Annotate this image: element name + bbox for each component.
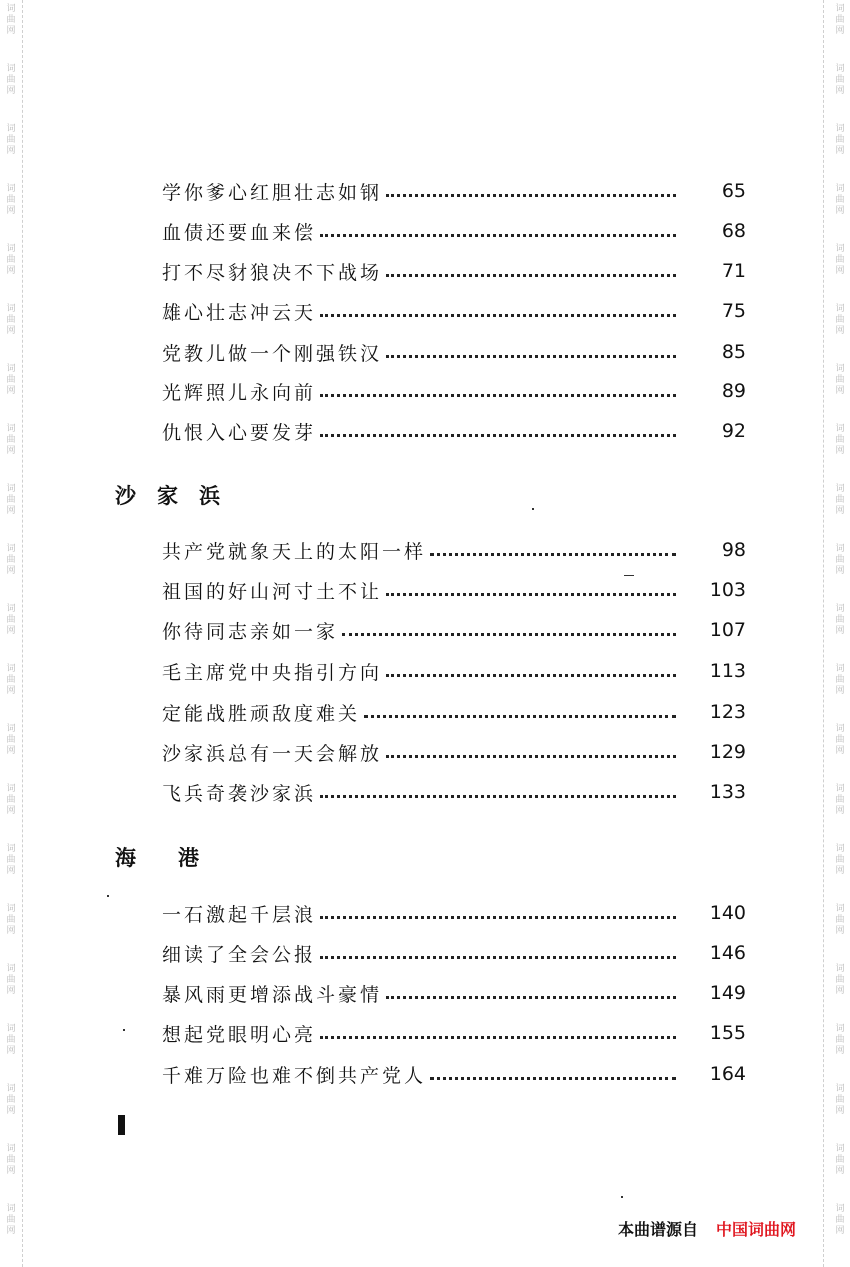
watermark-text: 词 曲 网 [6, 784, 16, 816]
watermark-text: 词 曲 网 [835, 304, 845, 336]
dot-leader [386, 274, 676, 277]
toc-entry[interactable] [162, 217, 746, 245]
toc-entry[interactable] [162, 778, 746, 806]
watermark-text: 词 曲 网 [6, 904, 16, 936]
print-speck [621, 1196, 623, 1198]
toc-entry[interactable] [162, 377, 746, 405]
dot-leader [320, 314, 676, 317]
watermark-text: 词 曲 网 [835, 964, 845, 996]
dot-leader [386, 996, 676, 999]
watermark-text: 词 曲 网 [6, 484, 16, 516]
dot-leader [320, 916, 676, 919]
dot-leader [386, 755, 676, 758]
left-watermark-strip [0, 0, 23, 1267]
page-edge-mark [118, 1115, 125, 1135]
watermark-text: 词 曲 网 [6, 844, 16, 876]
toc-entry[interactable] [162, 698, 746, 726]
toc-entry-page: 68 [721, 220, 746, 242]
watermark-text: 词 曲 网 [835, 244, 845, 276]
toc-entry[interactable] [162, 1060, 746, 1088]
toc-entry-page: 65 [721, 180, 746, 202]
toc-entry-title: 定能战胜顽敌度难关 [162, 702, 361, 725]
watermark-text: 词 曲 网 [6, 244, 16, 276]
dot-leader [320, 234, 676, 237]
watermark-text: 词 曲 网 [6, 1084, 16, 1116]
toc-entry-page: 92 [721, 420, 746, 442]
toc-entry-page: 133 [709, 781, 746, 803]
toc-entry-title: 毛主席党中央指引方向 [162, 661, 383, 684]
toc-entry[interactable] [162, 657, 746, 685]
watermark-text: 词 曲 网 [6, 184, 16, 216]
dot-leader [320, 956, 676, 959]
dot-leader [320, 394, 676, 397]
dot-leader [430, 553, 676, 556]
watermark-text: 词 曲 网 [6, 64, 16, 96]
print-speck [107, 895, 109, 897]
dot-leader [320, 795, 676, 798]
print-speck [123, 1029, 125, 1031]
watermark-text: 词 曲 网 [6, 304, 16, 336]
watermark-text: 词 曲 网 [835, 1204, 845, 1236]
toc-entry-page: 146 [709, 942, 746, 964]
section-heading-shajiabang: 沙 家 浜 [115, 483, 220, 508]
watermark-text: 词 曲 网 [835, 664, 845, 696]
watermark-text: 词 曲 网 [835, 544, 845, 576]
print-speck [532, 508, 534, 510]
toc-entry-title: 细读了全会公报 [162, 943, 317, 966]
toc-entry-page: 113 [709, 660, 746, 682]
source-footer [618, 1217, 796, 1240]
watermark-text: 词 曲 网 [835, 904, 845, 936]
brand-link[interactable]: 中国词曲网 [716, 1220, 797, 1239]
watermark-text: 词 曲 网 [6, 724, 16, 756]
toc-entry-page: 129 [709, 741, 746, 763]
toc-entry[interactable] [162, 939, 746, 967]
toc-entry-page: 89 [721, 380, 746, 402]
toc-entry-title: 暴风雨更增添战斗豪情 [162, 983, 383, 1006]
toc-entry-page: 107 [709, 619, 746, 641]
toc-entry-page: 140 [709, 902, 746, 924]
dot-leader [386, 194, 676, 197]
toc-entry-page: 155 [709, 1022, 746, 1044]
dot-leader [320, 434, 676, 437]
dot-leader [430, 1077, 676, 1080]
watermark-text: 词 曲 网 [6, 124, 16, 156]
toc-entry-title: 祖国的好山河寸土不让 [162, 580, 383, 603]
right-watermark-strip [823, 0, 850, 1267]
watermark-text: 词 曲 网 [835, 364, 845, 396]
toc-entry-title: 雄心壮志冲云天 [162, 301, 317, 324]
toc-entry-title: 打不尽豺狼决不下战场 [162, 261, 383, 284]
toc-entry-title: 血债还要血来偿 [162, 221, 317, 244]
watermark-text: 词 曲 网 [6, 604, 16, 636]
toc-entry-title: 你待同志亲如一家 [162, 620, 339, 643]
toc-entry-page: 103 [709, 579, 746, 601]
watermark-text: 词 曲 网 [6, 424, 16, 456]
toc-entry-page: 98 [721, 539, 746, 561]
watermark-text: 词 曲 网 [835, 1084, 845, 1116]
watermark-text: 词 曲 网 [835, 784, 845, 816]
toc-entry-title: 共产党就象天上的太阳一样 [162, 540, 427, 563]
watermark-text: 词 曲 网 [6, 544, 16, 576]
watermark-text: 词 曲 网 [6, 964, 16, 996]
toc-entry-title: 一石激起千层浪 [162, 903, 317, 926]
watermark-text: 词 曲 网 [6, 1144, 16, 1176]
toc-entry[interactable] [162, 257, 746, 285]
toc-entry-title: 千难万险也难不倒共产党人 [162, 1064, 427, 1087]
watermark-text: 词 曲 网 [835, 124, 845, 156]
watermark-text: 词 曲 网 [6, 1024, 16, 1056]
watermark-text: 词 曲 网 [6, 4, 16, 36]
watermark-text: 词 曲 网 [835, 424, 845, 456]
watermark-text: 词 曲 网 [6, 364, 16, 396]
dot-leader [342, 633, 676, 636]
watermark-text: 词 曲 网 [835, 724, 845, 756]
toc-entry-title: 学你爹心红胆壮志如钢 [162, 181, 383, 204]
toc-entry-page: 75 [721, 300, 746, 322]
dot-leader [320, 1036, 676, 1039]
toc-entry-page: 71 [721, 260, 746, 282]
toc-entry-title: 光辉照儿永向前 [162, 381, 317, 404]
dot-leader [386, 674, 676, 677]
watermark-text: 词 曲 网 [835, 64, 845, 96]
source-label: 本曲谱源自 [618, 1220, 699, 1239]
watermark-text: 词 曲 网 [6, 664, 16, 696]
toc-entry[interactable] [162, 1019, 746, 1047]
toc-entry-title: 沙家浜总有一天会解放 [162, 742, 383, 765]
watermark-text: 词 曲 网 [835, 604, 845, 636]
toc-entry[interactable] [162, 417, 746, 445]
toc-entry[interactable] [162, 177, 746, 205]
toc-entry-page: 164 [709, 1063, 746, 1085]
toc-entry-title: 党教儿做一个刚强铁汉 [162, 342, 383, 365]
toc-entry[interactable] [162, 616, 746, 644]
toc-entry[interactable] [162, 738, 746, 766]
toc-entry[interactable] [162, 297, 746, 325]
dot-leader [386, 355, 676, 358]
watermark-text: 词 曲 网 [835, 1144, 845, 1176]
toc-entry-title: 想起党眼明心亮 [162, 1023, 317, 1046]
toc-entry-title: 飞兵奇袭沙家浜 [162, 782, 317, 805]
dot-leader [364, 715, 676, 718]
watermark-text: 词 曲 网 [835, 184, 845, 216]
print-speck [624, 575, 634, 576]
watermark-text: 词 曲 网 [835, 4, 845, 36]
toc-entry[interactable] [162, 576, 746, 604]
watermark-text: 词 曲 网 [835, 484, 845, 516]
toc-entry[interactable] [162, 979, 746, 1007]
toc-entry[interactable] [162, 338, 746, 366]
watermark-text: 词 曲 网 [6, 1204, 16, 1236]
toc-entry-title: 仇恨入心要发芽 [162, 421, 317, 444]
toc-entry[interactable] [162, 536, 746, 564]
watermark-text: 词 曲 网 [835, 1024, 845, 1056]
toc-entry-page: 85 [721, 341, 746, 363]
dot-leader [386, 593, 676, 596]
watermark-text: 词 曲 网 [835, 844, 845, 876]
toc-entry[interactable] [162, 899, 746, 927]
toc-entry-page: 123 [709, 701, 746, 723]
toc-entry-page: 149 [709, 982, 746, 1004]
section-heading-haigang: 海 港 [115, 845, 199, 870]
